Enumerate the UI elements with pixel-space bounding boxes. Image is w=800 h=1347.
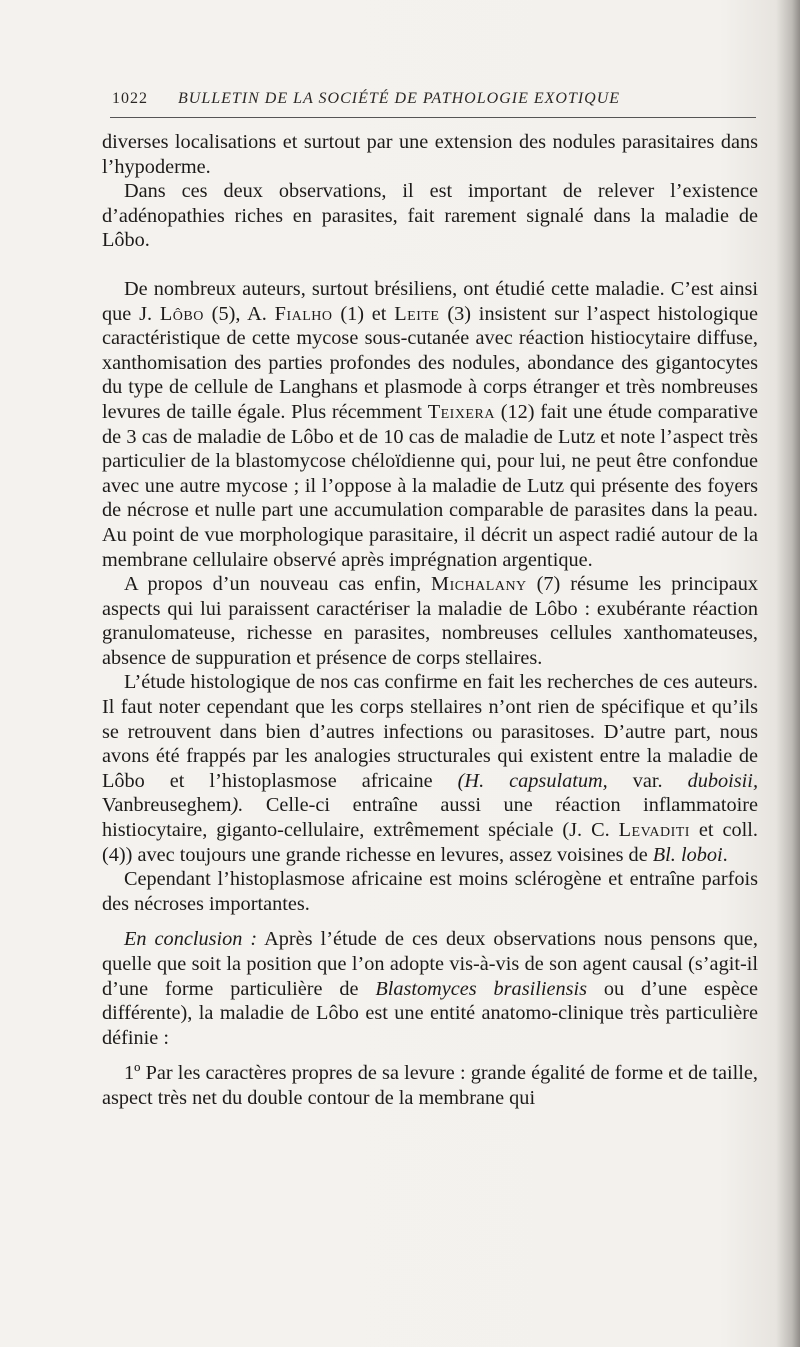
species-blastomyces: Blastomyces brasiliensis (375, 977, 588, 1000)
paragraph-2: Dans ces deux observations, il est important de relever l’existence d’adénopathies riches en parasites, fait rarement signalé dans la maladie de Lôbo. (102, 180, 758, 252)
paragraph-6: Cependant l’histoplasmose africaine est moins sclérogène et entraîne parfois des nécroses importantes. (102, 868, 758, 915)
author-leite: Leite (394, 302, 440, 325)
paragraph-1: diverses localisations et surtout par une extension des nodules parasitaires dans l’hypoderme. (102, 131, 758, 178)
paragraph-4: A propos d’un nouveau cas enfin, Michalany (7) résume les principaux aspects qui lui paraissent caractériser la maladie de Lôbo : exubérante réaction granulomateuse, richesse en parasites, nombreuses cellules xanthomateuses, absence de suppuration et présence de corps stellaires. (102, 573, 758, 669)
author-teixera: Teixera (427, 400, 495, 423)
paragraph-5: L’étude histologique de nos cas confirme en fait les recherches de ces auteurs. Il faut noter cependant que les corps stellaires n’ont rien de spécifique et qu’ils se retrouvent dans bien d’autres infections ou parasitoses. D’autre part, nous avons été frappés par les analogies structurales qui existent entre la maladie de Lôbo et l’histoplasmose africaine (H. capsulatum, var. duboisii, Vanbreuseghem). Celle-ci entraîne aussi une réaction inflammatoire histiocytaire, giganto-cellulaire, extrêmement spéciale (J. C. Levaditi et coll. (4)) avec toujours une grande richesse en levures, assez voisines de Bl. loboi. (102, 671, 759, 866)
header-rule (110, 117, 756, 118)
variety-duboisii: duboisii, (687, 769, 759, 792)
author-michalany: Michalany (431, 573, 527, 596)
conclusion-label: En conclusion : (124, 928, 258, 951)
author-fialho: Fialho (274, 302, 333, 325)
body-text (102, 130, 758, 1111)
author-lobo: Lôbo (159, 302, 204, 325)
page-number: 1022 (112, 90, 148, 107)
paragraph-3: De nombreux auteurs, surtout brésiliens, ont étudié cette maladie. C’est ainsi que J. Lôbo (5), A. Fialho (1) et Leite (3) insistent sur l’aspect histologique caractéristique de cette mycose sous-cutanée avec réaction histiocytaire diffuse, xanthomisation des parties profondes des nodules, abondance des gigantocytes du type de cellule de Langhans et plasmode à corps étranger et très nombreuses levures de taille égale. Plus récemment Teixera (12) fait une étude comparative de 3 cas de maladie de Lôbo et de 10 cas de maladie de Lutz et note l’aspect très particulier de la blastomycose chéloïdienne qui, pour lui, ne peut être confondue avec une autre mycose ; il l’oppose à la maladie de Lutz qui présente des foyers de nécrose et nulle part une accumulation comparable de parasites dans la peau. Au point de vue morphologique parasitaire, il décrit un aspect radié autour de la membrane cellulaire observé après imprégnation argentique. (102, 277, 759, 571)
journal-title: BULLETIN DE LA SOCIÉTÉ DE PATHOLOGIE EXOTIQUE (178, 90, 621, 107)
species-bl-loboi: Bl. loboi (652, 843, 723, 866)
paragraph-7: En conclusion : Après l’étude de ces deux observations nous pensons que, quelle que soit la position que l’on adopte vis-à-vis de son agent causal (s’agit-il d’une forme particulière de Blastomyces brasiliensis ou d’une espèce différente), la maladie de Lôbo est une entité anatomo-clinique très particulière définie : (102, 928, 758, 1049)
paragraph-8: 1º Par les caractères propres de sa levure : grande égalité de forme et de taille, aspect très net du double contour de la membrane qui (102, 1062, 758, 1109)
species-h-capsulatum: (H. capsulatum, (457, 769, 608, 792)
author-levaditi: Levaditi (618, 819, 690, 842)
